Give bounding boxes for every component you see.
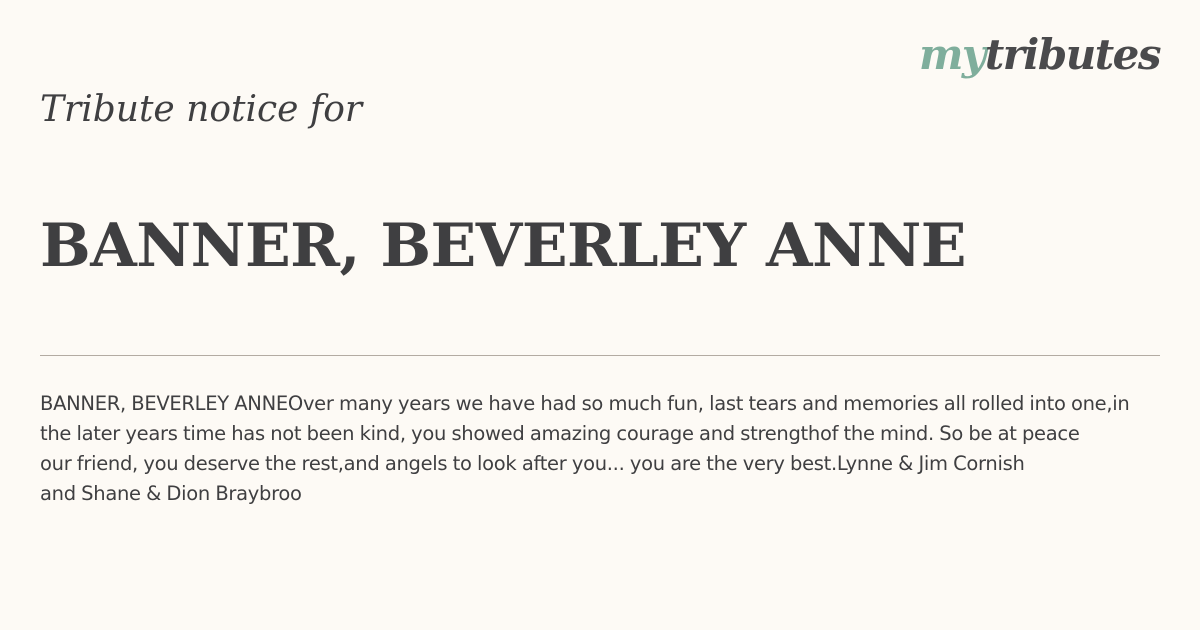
tribute-message-line: the later years time has not been kind, you showed amazing courage and strengthof the mind. So be at peace bbox=[40, 422, 1080, 445]
mytributes-logo[interactable] bbox=[918, 30, 1160, 79]
tribute-notice-heading: Tribute notice for bbox=[40, 89, 363, 130]
logo-tributes-text: tributes bbox=[984, 30, 1160, 79]
logo-my-text: my bbox=[918, 30, 985, 79]
deceased-name: BANNER, BEVERLEY ANNE bbox=[40, 211, 967, 281]
tribute-message-line: our friend, you deserve the rest,and angels to look after you... you are the very best.Lynne & Jim Cornish bbox=[40, 452, 1025, 475]
tribute-message-line: BANNER, BEVERLEY ANNEOver many years we have had so much fun, last tears and memories all rolled into one,in bbox=[40, 392, 1130, 415]
tribute-message-line: and Shane & Dion Braybroo bbox=[40, 482, 302, 505]
divider bbox=[40, 355, 1160, 356]
tribute-message bbox=[40, 389, 1160, 509]
